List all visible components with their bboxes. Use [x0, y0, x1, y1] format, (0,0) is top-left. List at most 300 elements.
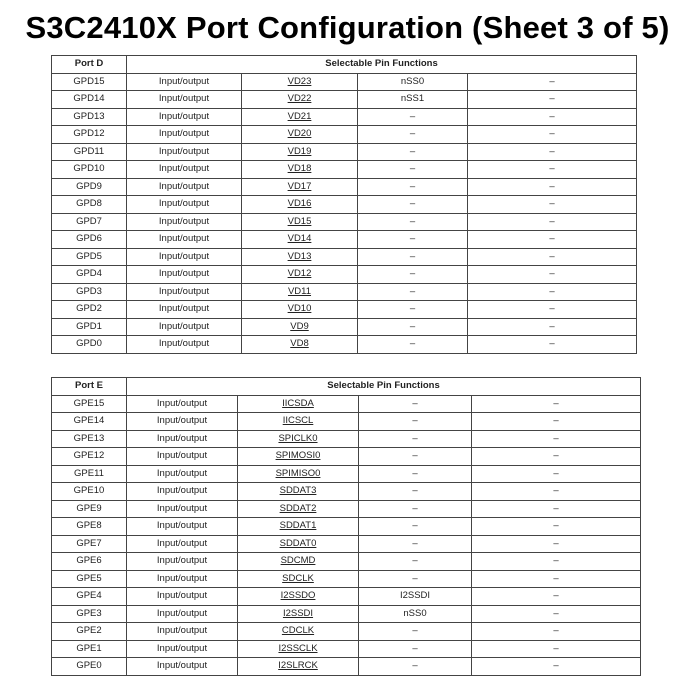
port-d-alt-function-cell-text: – [409, 233, 416, 245]
port-d-pin-cell-text: GPD7 [76, 215, 102, 227]
port-d-pin-cell-text: GPD2 [76, 303, 102, 315]
port-d-pin-cell-text: GPD12 [73, 128, 105, 140]
port-e-alt-function-cell-text: – [412, 642, 418, 654]
port-d-function-cell-text: Input/output [158, 303, 210, 315]
port-d-signal-cell [242, 248, 358, 266]
port-d-function-cell-text: Input/output [158, 233, 210, 245]
port-d-function-cell [127, 126, 242, 144]
port-e-signal-cell-text: SDDAT3 [279, 485, 317, 497]
port-d-alt-function-cell-text: – [409, 320, 416, 332]
port-d-alt-function-cell-text: nSS1 [400, 93, 425, 105]
port-e-other-function-cell [472, 553, 641, 571]
port-d-function-cell-text: Input/output [158, 180, 210, 192]
port-e-alt-function-cell-text: I2SSDI [399, 590, 431, 602]
port-e-function-cell [127, 588, 238, 606]
port-d-other-function-cell-text: – [549, 145, 555, 157]
port-e-header-functions: Selectable Pin Functions [127, 378, 641, 396]
port-d-function-cell-text: Input/output [158, 320, 210, 332]
port-d-alt-function-cell [358, 283, 468, 301]
port-d-pin-cell [52, 231, 127, 249]
port-d-alt-function-cell [358, 196, 468, 214]
port-e-alt-function-cell [359, 553, 472, 571]
port-e-alt-function-cell-text: – [412, 432, 418, 444]
port-e-function-cell-text: Input/output [156, 555, 208, 567]
port-d-alt-function-cell-text: – [409, 128, 416, 140]
port-d-pin-cell-text: GPD9 [76, 180, 102, 192]
port-e-signal-cell-text: SDCMD [280, 555, 316, 567]
port-e-pin-cell [52, 413, 127, 431]
port-d-alt-function-cell-text: – [409, 338, 416, 350]
port-d-other-function-cell [468, 248, 637, 266]
port-d-table-row [52, 196, 637, 214]
port-d-alt-function-cell-text: – [409, 268, 416, 280]
port-d-alt-function-cell [358, 178, 468, 196]
port-e-pin-cell-text: GPE14 [73, 415, 105, 427]
port-d-other-function-cell [468, 143, 637, 161]
port-e-pin-cell [52, 448, 127, 466]
port-e-function-cell [127, 658, 238, 676]
port-d-signal-cell-text: VD20 [287, 128, 312, 140]
port-e-alt-function-cell [359, 448, 472, 466]
port-d-function-cell-text: Input/output [158, 268, 210, 280]
port-e-alt-function-cell-text: – [412, 555, 418, 567]
port-d-signal-cell [242, 161, 358, 179]
port-e-alt-function-cell [359, 535, 472, 553]
port-d-pin-cell [52, 91, 127, 109]
port-e-alt-function-cell-text: – [412, 485, 418, 497]
port-e-signal-cell-text: IICSCL [282, 415, 314, 427]
port-d-signal-cell [242, 91, 358, 109]
port-e-function-cell-text: Input/output [156, 432, 208, 444]
port-d-signal-cell-text: VD15 [287, 215, 312, 227]
port-e-other-function-cell-text: – [553, 467, 559, 479]
port-d-signal-cell [242, 318, 358, 336]
port-d-other-function-cell-text: – [549, 250, 555, 262]
port-e-signal-cell-text: I2SSDO [280, 590, 316, 602]
port-d-other-function-cell-text: – [549, 128, 555, 140]
port-e-other-function-cell-text: – [553, 660, 559, 672]
port-e-pin-cell-text: GPE12 [73, 450, 105, 462]
port-e-pin-cell-text: GPE2 [76, 625, 102, 637]
port-d-table-row [52, 283, 637, 301]
port-d-pin-cell [52, 248, 127, 266]
port-d-function-cell [127, 108, 242, 126]
port-d-alt-function-cell [358, 108, 468, 126]
port-d-function-cell [127, 301, 242, 319]
port-d-function-cell [127, 161, 242, 179]
port-d-function-cell [127, 248, 242, 266]
port-e-header-row [52, 378, 641, 396]
port-d-pin-cell [52, 108, 127, 126]
port-e-table-row [52, 605, 641, 623]
port-d-alt-function-cell-text: – [409, 110, 416, 122]
port-e-other-function-cell-text: – [553, 485, 559, 497]
port-d-table-row [52, 126, 637, 144]
port-e-pin-cell-text: GPE3 [76, 607, 102, 619]
port-d-signal-cell [242, 73, 358, 91]
port-d-function-cell [127, 213, 242, 231]
port-d-signal-cell-text: VD18 [287, 163, 312, 175]
port-d-function-cell [127, 143, 242, 161]
port-d-pin-cell-text: GPD10 [73, 163, 105, 175]
port-e-function-cell [127, 570, 238, 588]
port-e-alt-function-cell [359, 570, 472, 588]
port-e-signal-cell-text: I2SSCLK [278, 642, 318, 654]
port-e-pin-cell [52, 553, 127, 571]
port-e-function-cell [127, 483, 238, 501]
port-d-pin-cell-text: GPD14 [73, 93, 105, 105]
port-d-alt-function-cell [358, 248, 468, 266]
port-e-signal-cell [238, 623, 359, 641]
port-e-other-function-cell-text: – [553, 502, 559, 514]
port-e-alt-function-cell [359, 430, 472, 448]
port-e-signal-cell [238, 588, 359, 606]
port-e-alt-function-cell-text: – [412, 625, 418, 637]
port-e-signal-cell-text: SPIMOSI0 [275, 450, 321, 462]
port-d-other-function-cell [468, 213, 637, 231]
port-d-signal-cell [242, 301, 358, 319]
port-d-other-function-cell [468, 126, 637, 144]
port-e-pin-cell [52, 658, 127, 676]
port-e-pin-cell [52, 518, 127, 536]
port-e-alt-function-cell [359, 483, 472, 501]
port-e-pin-cell-text: GPE10 [73, 485, 105, 497]
port-e-pin-cell-text: GPE13 [73, 432, 105, 444]
port-d-table-row [52, 231, 637, 249]
port-e-pin-cell [52, 395, 127, 413]
port-d-other-function-cell [468, 178, 637, 196]
port-e-other-function-cell [472, 395, 641, 413]
port-e-alt-function-cell-text: – [412, 415, 418, 427]
port-e-alt-function-cell [359, 395, 472, 413]
port-d-signal-cell-text: VD9 [290, 320, 309, 332]
port-e-signal-cell [238, 483, 359, 501]
port-e-alt-function-cell-text: – [412, 537, 418, 549]
port-e-pin-cell-text: GPE0 [76, 660, 102, 672]
port-d-alt-function-cell [358, 301, 468, 319]
port-e-function-cell [127, 465, 238, 483]
port-d-other-function-cell-text: – [549, 320, 555, 332]
port-e-alt-function-cell [359, 658, 472, 676]
port-d-table-row [52, 248, 637, 266]
port-e-signal-cell [238, 640, 359, 658]
port-e-table-row [52, 465, 641, 483]
port-e-pin-cell-text: GPE5 [76, 572, 102, 584]
port-d-other-function-cell-text: – [549, 285, 555, 297]
port-d-signal-cell-text: VD8 [290, 338, 309, 350]
port-d-table-row [52, 213, 637, 231]
port-e-other-function-cell [472, 623, 641, 641]
port-e-other-function-cell [472, 465, 641, 483]
port-e-function-cell-text: Input/output [156, 415, 208, 427]
port-d-alt-function-cell [358, 161, 468, 179]
port-e-function-cell-text: Input/output [156, 572, 208, 584]
port-d-function-cell [127, 231, 242, 249]
port-e-other-function-cell-text: – [553, 642, 559, 654]
port-e-alt-function-cell-text: – [412, 520, 418, 532]
port-e-pin-cell [52, 535, 127, 553]
port-e-alt-function-cell-text: – [412, 502, 418, 514]
port-d-signal-cell [242, 126, 358, 144]
port-d-function-cell-text: Input/output [158, 128, 210, 140]
port-e-function-cell [127, 623, 238, 641]
port-e-table-row [52, 658, 641, 676]
port-e-other-function-cell [472, 658, 641, 676]
port-e-pin-cell [52, 465, 127, 483]
port-e-other-function-cell [472, 518, 641, 536]
port-e-other-function-cell [472, 500, 641, 518]
port-d-pin-cell [52, 266, 127, 284]
port-d-pin-cell [52, 213, 127, 231]
port-d-header-port: Port D [52, 56, 127, 74]
port-d-other-function-cell [468, 283, 637, 301]
port-e-signal-cell [238, 430, 359, 448]
port-d-alt-function-cell-text: – [409, 250, 416, 262]
port-d-alt-function-cell-text: nSS0 [400, 75, 425, 87]
port-e-other-function-cell-text: – [553, 520, 559, 532]
port-d-other-function-cell [468, 73, 637, 91]
port-e-table-row [52, 483, 641, 501]
port-e-alt-function-cell-text: – [412, 572, 418, 584]
port-e-table-row [52, 413, 641, 431]
port-d-alt-function-cell-text: – [409, 303, 416, 315]
port-e-signal-cell [238, 518, 359, 536]
port-d-signal-cell-text: VD13 [287, 250, 312, 262]
port-e-other-function-cell-text: – [553, 625, 559, 637]
port-e-function-cell-text: Input/output [156, 642, 208, 654]
port-d-table-row [52, 143, 637, 161]
port-d-pin-cell [52, 336, 127, 354]
port-e-signal-cell [238, 658, 359, 676]
port-d-other-function-cell-text: – [549, 93, 555, 105]
port-e-function-cell-text: Input/output [156, 485, 208, 497]
port-e-function-cell [127, 430, 238, 448]
port-d-pin-cell [52, 178, 127, 196]
port-e-other-function-cell [472, 448, 641, 466]
port-e-signal-cell [238, 465, 359, 483]
port-e-other-function-cell [472, 430, 641, 448]
port-d-function-cell-text: Input/output [158, 338, 210, 350]
port-e-table-row [52, 500, 641, 518]
port-d-function-cell-text: Input/output [158, 215, 210, 227]
port-e-signal-cell-text: I2SSDI [282, 607, 314, 619]
port-d-body [52, 73, 637, 353]
port-d-function-cell-text: Input/output [158, 93, 210, 105]
port-e-other-function-cell-text: – [553, 555, 559, 567]
port-e-table-row [52, 518, 641, 536]
port-d-other-function-cell-text: – [549, 215, 555, 227]
port-d-pin-cell-text: GPD8 [76, 198, 102, 210]
port-e-function-cell-text: Input/output [156, 502, 208, 514]
port-e-other-function-cell-text: – [553, 590, 559, 602]
port-e-other-function-cell [472, 588, 641, 606]
port-d-other-function-cell [468, 336, 637, 354]
port-e-pin-cell [52, 570, 127, 588]
port-d-function-cell-text: Input/output [158, 163, 210, 175]
port-d-alt-function-cell-text: – [409, 163, 416, 175]
port-d-table [51, 55, 637, 354]
port-d-function-cell [127, 73, 242, 91]
port-e-other-function-cell [472, 640, 641, 658]
port-d-pin-cell-text: GPD3 [76, 285, 102, 297]
port-d-other-function-cell [468, 108, 637, 126]
port-e-alt-function-cell [359, 465, 472, 483]
port-d-pin-cell-text: GPD11 [73, 145, 105, 157]
port-d-signal-cell [242, 231, 358, 249]
port-d-other-function-cell [468, 301, 637, 319]
port-d-pin-cell [52, 143, 127, 161]
port-d-table-row [52, 178, 637, 196]
port-e-pin-cell [52, 605, 127, 623]
port-e-other-function-cell-text: – [553, 607, 559, 619]
port-e-pin-cell-text: GPE8 [76, 520, 102, 532]
port-e-alt-function-cell [359, 605, 472, 623]
port-d-signal-cell-text: VD22 [287, 93, 312, 105]
port-e-signal-cell [238, 535, 359, 553]
port-d-other-function-cell-text: – [549, 198, 555, 210]
port-d-pin-cell-text: GPD0 [76, 338, 102, 350]
port-d-table-row [52, 336, 637, 354]
port-d-signal-cell-text: VD16 [287, 198, 312, 210]
port-e-other-function-cell [472, 605, 641, 623]
port-d-signal-cell [242, 143, 358, 161]
port-e-signal-cell-text: SPIMISO0 [275, 467, 321, 479]
port-d-other-function-cell [468, 196, 637, 214]
port-e-other-function-cell [472, 413, 641, 431]
port-d-signal-cell [242, 196, 358, 214]
port-d-function-cell-text: Input/output [158, 145, 210, 157]
port-d-other-function-cell-text: – [549, 110, 555, 122]
port-e-function-cell [127, 553, 238, 571]
port-d-pin-cell-text: GPD4 [76, 268, 102, 280]
port-e-function-cell-text: Input/output [156, 397, 208, 409]
port-e-header-port: Port E [52, 378, 127, 396]
port-e-table-row [52, 588, 641, 606]
port-d-pin-cell-text: GPD15 [73, 75, 105, 87]
port-d-function-cell [127, 178, 242, 196]
port-e-function-cell [127, 518, 238, 536]
port-e-alt-function-cell-text: – [412, 467, 418, 479]
port-d-signal-cell [242, 178, 358, 196]
port-e-body [52, 395, 641, 675]
port-e-alt-function-cell [359, 588, 472, 606]
port-e-pin-cell [52, 500, 127, 518]
port-d-alt-function-cell-text: – [409, 215, 416, 227]
port-d-function-cell-text: Input/output [158, 198, 210, 210]
port-d-alt-function-cell [358, 336, 468, 354]
port-e-function-cell [127, 395, 238, 413]
port-d-signal-cell [242, 213, 358, 231]
port-d-alt-function-cell-text: – [409, 198, 416, 210]
port-d-pin-cell-text: GPD5 [76, 250, 102, 262]
port-e-function-cell-text: Input/output [156, 520, 208, 532]
port-e-function-cell [127, 500, 238, 518]
port-d-header-functions: Selectable Pin Functions [127, 56, 637, 74]
port-e-alt-function-cell-text: nSS0 [403, 607, 427, 619]
port-e-function-cell-text: Input/output [156, 660, 208, 672]
port-d-other-function-cell [468, 91, 637, 109]
port-d-signal-cell-text: VD19 [287, 145, 312, 157]
port-e-table-row [52, 430, 641, 448]
port-e-pin-cell [52, 640, 127, 658]
port-d-pin-cell-text: GPD1 [76, 320, 102, 332]
port-e-table-row [52, 640, 641, 658]
port-d-alt-function-cell [358, 91, 468, 109]
port-e-signal-cell-text: SPICLK0 [278, 432, 318, 444]
port-e-function-cell [127, 448, 238, 466]
port-d-alt-function-cell [358, 143, 468, 161]
port-d-other-function-cell [468, 318, 637, 336]
port-d-alt-function-cell-text: – [409, 145, 416, 157]
port-d-table-row [52, 301, 637, 319]
port-e-alt-function-cell [359, 640, 472, 658]
port-e-signal-cell-text: SDDAT2 [279, 502, 317, 514]
port-e-pin-cell-text: GPE7 [76, 537, 102, 549]
port-d-signal-cell-text: VD10 [287, 303, 312, 315]
port-e-signal-cell-text: SDCLK [282, 572, 314, 584]
port-e-signal-cell [238, 570, 359, 588]
port-e-function-cell-text: Input/output [156, 590, 208, 602]
port-e-alt-function-cell [359, 623, 472, 641]
port-d-signal-cell-text: VD11 [287, 285, 312, 297]
port-e-function-cell-text: Input/output [156, 537, 208, 549]
port-d-other-function-cell-text: – [549, 303, 555, 315]
port-d-other-function-cell-text: – [549, 180, 555, 192]
port-e-function-cell-text: Input/output [156, 625, 208, 637]
port-e-alt-function-cell [359, 500, 472, 518]
port-e-function-cell [127, 413, 238, 431]
port-e-other-function-cell-text: – [553, 450, 559, 462]
port-e-function-cell [127, 535, 238, 553]
page-title: S3C2410X Port Configuration (Sheet 3 of 5) [25, 10, 670, 45]
port-e-function-cell-text: Input/output [156, 467, 208, 479]
port-e-signal-cell-text: CDCLK [281, 625, 315, 637]
port-d-pin-cell [52, 196, 127, 214]
port-e-alt-function-cell [359, 518, 472, 536]
port-d-function-cell [127, 196, 242, 214]
port-d-other-function-cell-text: – [549, 75, 555, 87]
port-d-signal-cell-text: VD14 [287, 233, 312, 245]
port-d-function-cell-text: Input/output [158, 250, 210, 262]
port-e-table-row [52, 395, 641, 413]
port-d-other-function-cell [468, 266, 637, 284]
port-e-pin-cell [52, 430, 127, 448]
port-e-signal-cell [238, 500, 359, 518]
port-d-signal-cell [242, 108, 358, 126]
port-d-alt-function-cell [358, 213, 468, 231]
port-d-alt-function-cell [358, 318, 468, 336]
port-e-signal-cell-text: SDDAT1 [279, 520, 317, 532]
port-d-signal-cell [242, 266, 358, 284]
port-d-table-row [52, 108, 637, 126]
port-e-pin-cell-text: GPE1 [76, 642, 102, 654]
port-e-signal-cell-text: IICSDA [282, 397, 314, 409]
port-e-pin-cell-text: GPE6 [76, 555, 102, 567]
port-d-signal-cell-text: VD17 [287, 180, 312, 192]
port-e-function-cell [127, 640, 238, 658]
port-d-table-row [52, 266, 637, 284]
port-d-function-cell [127, 336, 242, 354]
port-d-alt-function-cell [358, 231, 468, 249]
port-e-signal-cell-text: I2SLRCK [278, 660, 318, 672]
port-e-table-row [52, 570, 641, 588]
port-e-function-cell-text: Input/output [156, 607, 208, 619]
port-e-signal-cell-text: SDDAT0 [279, 537, 317, 549]
port-e-pin-cell-text: GPE15 [73, 397, 105, 409]
port-e-other-function-cell-text: – [553, 397, 559, 409]
port-d-other-function-cell [468, 231, 637, 249]
port-e-function-cell [127, 605, 238, 623]
